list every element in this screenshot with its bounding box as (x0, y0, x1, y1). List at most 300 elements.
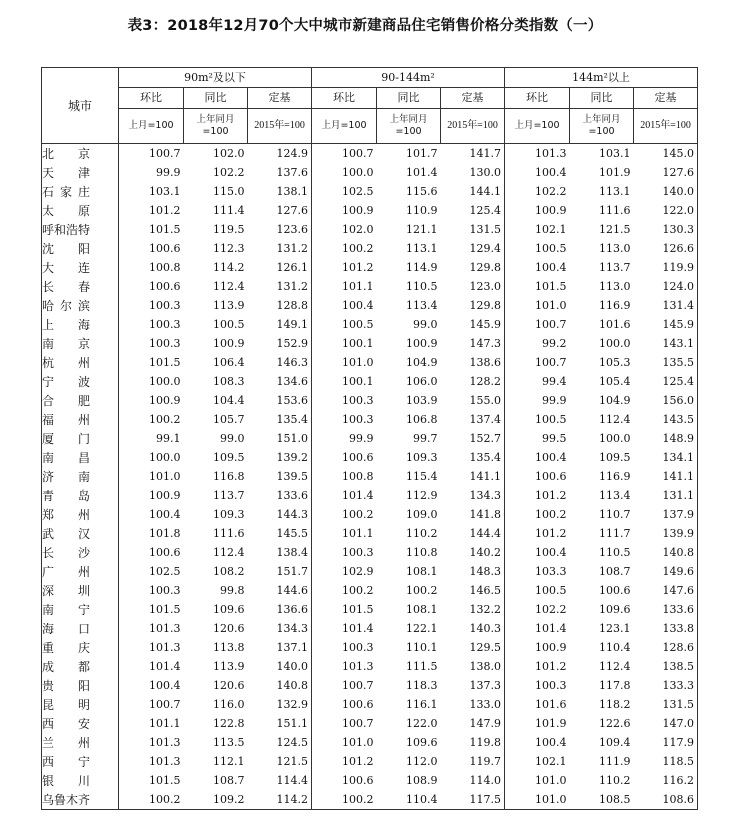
fixed-base-value: 145.5 (276, 527, 309, 540)
table-row (42, 429, 698, 448)
mom-value: 101.0 (505, 296, 570, 315)
fixed-base-value: 129.4 (469, 242, 502, 255)
mom-value: 101.0 (505, 790, 570, 810)
mom-value: 101.2 (119, 201, 184, 220)
fixed-base-value: 121.5 (276, 755, 309, 768)
yoy-value: 120.6 (213, 622, 245, 635)
fixed-base-value: 141.7 (469, 147, 502, 160)
sub-header-mom: 环比 (505, 88, 570, 109)
table-row (42, 391, 698, 410)
yoy-value: 104.4 (213, 394, 245, 407)
yoy-value: 109.6 (599, 603, 631, 616)
mom-value: 101.3 (505, 144, 570, 164)
table-row (42, 372, 698, 391)
fixed-base-value: 126.6 (634, 239, 698, 258)
fixed-base-value: 141.1 (634, 467, 698, 486)
city-name: 呼和浩特 (42, 220, 119, 239)
mom-value: 100.0 (312, 163, 377, 182)
yoy-value: 114.2 (213, 261, 245, 274)
yoy-value: 108.5 (570, 790, 634, 810)
table-row (42, 220, 698, 239)
mom-value: 101.4 (505, 619, 570, 638)
mom-value: 100.6 (312, 448, 377, 467)
yoy-value: 101.4 (406, 166, 438, 179)
fixed-base-value: 138.0 (469, 660, 502, 673)
yoy-value: 100.5 (213, 318, 245, 331)
table-row (42, 676, 698, 695)
city-name: 郑州 (42, 505, 119, 524)
yoy-value: 121.1 (406, 223, 438, 236)
mom-value: 99.4 (505, 372, 570, 391)
mom-value: 100.1 (312, 372, 377, 391)
group-header-small: 90m²及以下 (119, 68, 312, 88)
mom-value: 100.6 (119, 239, 184, 258)
mom-value: 100.6 (312, 771, 377, 790)
mom-value: 100.9 (119, 486, 184, 505)
fixed-base-value: 131.4 (634, 296, 698, 315)
yoy-value: 109.0 (406, 508, 438, 521)
sub-header-fixed-base: 定基 (248, 88, 312, 109)
table-row (42, 543, 698, 562)
mom-value: 100.3 (312, 410, 377, 429)
mom-value: 101.4 (312, 486, 377, 505)
yoy-value: 112.3 (213, 242, 245, 255)
mom-value: 101.4 (312, 619, 377, 638)
fixed-base-value: 140.0 (634, 182, 698, 201)
city-name: 武汉 (42, 524, 119, 543)
mom-value: 100.4 (119, 676, 184, 695)
fixed-base-value: 139.5 (276, 470, 309, 483)
mom-value: 100.9 (119, 391, 184, 410)
mom-value: 100.4 (505, 163, 570, 182)
mom-value: 100.4 (119, 505, 184, 524)
yoy-value: 103.1 (599, 147, 631, 160)
table-row (42, 524, 698, 543)
yoy-value: 112.1 (213, 755, 245, 768)
fixed-base-value: 137.3 (469, 679, 502, 692)
city-name: 昆明 (42, 695, 119, 714)
fixed-base-value: 114.0 (469, 774, 502, 787)
yoy-value: 102.0 (213, 147, 245, 160)
mom-value: 100.3 (119, 581, 184, 600)
yoy-value: 109.3 (406, 451, 438, 464)
fixed-base-value: 125.4 (634, 372, 698, 391)
fixed-base-value: 141.1 (469, 470, 502, 483)
city-name: 合肥 (42, 391, 119, 410)
fixed-base-value: 128.8 (276, 299, 309, 312)
mom-value: 100.8 (119, 258, 184, 277)
yoy-value: 113.4 (599, 489, 631, 502)
yoy-value: 105.7 (213, 413, 245, 426)
mom-value: 101.0 (312, 733, 377, 752)
yoy-value: 110.4 (377, 790, 441, 810)
table-row (42, 790, 698, 810)
yoy-value: 109.3 (213, 508, 245, 521)
yoy-value: 123.1 (599, 622, 631, 635)
mom-value: 101.5 (312, 600, 377, 619)
fixed-base-value: 138.1 (276, 185, 309, 198)
table-row (42, 638, 698, 657)
mom-value: 100.4 (505, 733, 570, 752)
yoy-value: 109.6 (406, 736, 438, 749)
yoy-value: 113.9 (213, 299, 245, 312)
yoy-value: 104.9 (406, 356, 438, 369)
fixed-base-value: 132.9 (276, 698, 309, 711)
city-name: 厦门 (42, 429, 119, 448)
mom-value: 100.0 (119, 372, 184, 391)
city-name: 长沙 (42, 543, 119, 562)
mom-value: 100.2 (312, 239, 377, 258)
fixed-base-value: 131.2 (276, 242, 309, 255)
mom-value: 100.7 (312, 676, 377, 695)
fixed-base-value: 137.9 (634, 505, 698, 524)
yoy-value: 115.6 (406, 185, 438, 198)
fixed-base-value: 140.8 (276, 679, 309, 692)
table-row (42, 581, 698, 600)
fixed-base-value: 138.6 (469, 356, 502, 369)
base-header-2015: 2015年=100 (248, 109, 312, 144)
city-name: 太原 (42, 201, 119, 220)
table-row (42, 182, 698, 201)
fixed-base-value: 137.6 (276, 166, 309, 179)
city-name: 北京 (42, 144, 119, 164)
mom-value: 101.5 (119, 220, 184, 239)
yoy-value: 120.6 (213, 679, 245, 692)
fixed-base-value: 148.9 (634, 429, 698, 448)
yoy-value: 100.2 (406, 584, 438, 597)
fixed-base-value: 117.9 (634, 733, 698, 752)
yoy-value: 108.9 (406, 774, 438, 787)
mom-value: 100.9 (505, 201, 570, 220)
mom-value: 102.1 (505, 752, 570, 771)
mom-value: 99.2 (505, 334, 570, 353)
yoy-value: 109.4 (599, 736, 631, 749)
fixed-base-value: 146.3 (276, 356, 309, 369)
yoy-value: 118.3 (406, 679, 438, 692)
fixed-base-value: 141.8 (469, 508, 502, 521)
table-row (42, 277, 698, 296)
mom-value: 102.2 (505, 182, 570, 201)
yoy-value: 110.2 (406, 527, 438, 540)
mom-value: 102.0 (312, 220, 377, 239)
fixed-base-value: 118.5 (634, 752, 698, 771)
sub-header-mom: 环比 (312, 88, 377, 109)
mom-value: 101.3 (119, 733, 184, 752)
city-name: 哈尔滨 (42, 296, 119, 315)
mom-value: 100.3 (119, 296, 184, 315)
mom-value: 100.3 (312, 391, 377, 410)
fixed-base-value: 123.6 (276, 223, 309, 236)
yoy-value: 113.0 (599, 242, 631, 255)
yoy-value: 116.0 (213, 698, 245, 711)
mom-value: 102.5 (312, 182, 377, 201)
table-row (42, 144, 698, 164)
yoy-value: 110.7 (599, 508, 631, 521)
table-row (42, 410, 698, 429)
fixed-base-value: 124.9 (276, 147, 309, 160)
mom-value: 99.9 (119, 163, 184, 182)
yoy-value: 112.4 (599, 413, 631, 426)
yoy-value: 109.2 (184, 790, 248, 810)
mom-value: 101.0 (312, 353, 377, 372)
fixed-base-value: 151.7 (276, 565, 309, 578)
yoy-value: 100.9 (213, 337, 245, 350)
mom-value: 100.7 (505, 353, 570, 372)
table-row (42, 771, 698, 790)
mom-value: 100.7 (312, 714, 377, 733)
table-row (42, 467, 698, 486)
yoy-value: 110.5 (406, 280, 438, 293)
yoy-value: 108.7 (599, 565, 631, 578)
yoy-value: 113.7 (213, 489, 245, 502)
yoy-value: 109.5 (213, 451, 245, 464)
fixed-base-value: 155.0 (469, 394, 502, 407)
fixed-base-value: 127.6 (634, 163, 698, 182)
yoy-value: 101.7 (406, 147, 438, 160)
table-row (42, 239, 698, 258)
fixed-base-value: 147.3 (469, 337, 502, 350)
mom-value: 99.1 (119, 429, 184, 448)
city-name: 贵阳 (42, 676, 119, 695)
fixed-base-value: 144.1 (469, 185, 502, 198)
table-row (42, 505, 698, 524)
mom-value: 102.9 (312, 562, 377, 581)
city-name: 大连 (42, 258, 119, 277)
sub-header-mom: 环比 (119, 88, 184, 109)
mom-value: 100.9 (505, 638, 570, 657)
yoy-value: 113.9 (213, 660, 245, 673)
mom-value: 100.2 (312, 790, 377, 810)
fixed-base-value: 149.6 (634, 562, 698, 581)
fixed-base-value: 156.0 (634, 391, 698, 410)
base-header-prev-month: 上月=100 (312, 109, 377, 144)
fixed-base-value: 125.4 (469, 204, 502, 217)
mom-value: 100.6 (119, 277, 184, 296)
mom-value: 101.5 (119, 600, 184, 619)
yoy-value: 105.4 (599, 375, 631, 388)
yoy-value: 103.9 (406, 394, 438, 407)
mom-value: 100.5 (312, 315, 377, 334)
table-row (42, 448, 698, 467)
table-row (42, 695, 698, 714)
yoy-value: 99.0 (220, 432, 245, 445)
mom-value: 103.3 (505, 562, 570, 581)
city-name: 兰州 (42, 733, 119, 752)
fixed-base-value: 124.5 (276, 736, 309, 749)
fixed-base-value: 133.6 (634, 600, 698, 619)
city-name: 广州 (42, 562, 119, 581)
yoy-value: 110.2 (599, 774, 631, 787)
city-name: 宁波 (42, 372, 119, 391)
mom-value: 101.5 (119, 353, 184, 372)
yoy-value: 113.7 (599, 261, 631, 274)
mom-value: 100.6 (312, 695, 377, 714)
yoy-value: 105.3 (599, 356, 631, 369)
yoy-value: 108.1 (406, 565, 438, 578)
mom-value: 101.0 (505, 771, 570, 790)
mom-value: 100.6 (505, 467, 570, 486)
sub-header-yoy: 同比 (377, 88, 441, 109)
yoy-value: 116.9 (599, 299, 631, 312)
fixed-base-value: 131.1 (634, 486, 698, 505)
fixed-base-value: 127.6 (276, 204, 309, 217)
base-header-prev-month: 上月=100 (505, 109, 570, 144)
yoy-value: 115.4 (406, 470, 438, 483)
fixed-base-value: 135.5 (634, 353, 698, 372)
city-name: 南宁 (42, 600, 119, 619)
fixed-base-value: 119.7 (469, 755, 502, 768)
table-row (42, 353, 698, 372)
fixed-base-value: 133.3 (634, 676, 698, 695)
mom-value: 100.7 (119, 695, 184, 714)
table-title: 表3：2018年12月70个大中城市新建商品住宅销售价格分类指数（一） (127, 18, 603, 34)
fixed-base-value: 119.9 (634, 258, 698, 277)
fixed-base-value: 137.1 (276, 641, 309, 654)
fixed-base-value: 145.9 (634, 315, 698, 334)
yoy-value: 116.1 (406, 698, 438, 711)
mom-value: 100.7 (119, 144, 184, 164)
sub-header-yoy: 同比 (570, 88, 634, 109)
city-name: 杭州 (42, 353, 119, 372)
city-name: 济南 (42, 467, 119, 486)
fixed-base-value: 117.5 (441, 790, 505, 810)
yoy-value: 101.9 (599, 166, 631, 179)
mom-value: 100.3 (119, 315, 184, 334)
yoy-value: 122.0 (406, 717, 438, 730)
yoy-value: 110.5 (599, 546, 631, 559)
base-header-prev-month: 上月=100 (119, 109, 184, 144)
yoy-value: 113.1 (599, 185, 631, 198)
yoy-value: 109.5 (599, 451, 631, 464)
yoy-value: 100.6 (599, 584, 631, 597)
mom-value: 101.0 (119, 467, 184, 486)
mom-value: 100.2 (505, 505, 570, 524)
city-name: 银川 (42, 771, 119, 790)
mom-value: 99.9 (505, 391, 570, 410)
yoy-value: 106.4 (213, 356, 245, 369)
table-row (42, 600, 698, 619)
city-name: 上海 (42, 315, 119, 334)
yoy-value: 104.9 (599, 394, 631, 407)
table-body (42, 144, 698, 810)
mom-value: 102.1 (505, 220, 570, 239)
mom-value: 101.3 (119, 619, 184, 638)
fixed-base-value: 140.2 (469, 546, 502, 559)
yoy-value: 113.4 (406, 299, 438, 312)
yoy-value: 99.7 (413, 432, 438, 445)
fixed-base-value: 145.9 (469, 318, 502, 331)
fixed-base-value: 151.0 (276, 432, 309, 445)
mom-value: 101.3 (119, 752, 184, 771)
mom-value: 101.1 (312, 277, 377, 296)
fixed-base-value: 134.6 (276, 375, 309, 388)
base-header-prev-year-month: 上年同月=100 (377, 109, 441, 144)
mom-value: 101.5 (505, 277, 570, 296)
fixed-base-value: 133.8 (634, 619, 698, 638)
fixed-base-value: 140.0 (276, 660, 309, 673)
fixed-base-value: 145.0 (634, 144, 698, 164)
yoy-value: 115.0 (213, 185, 245, 198)
mom-value: 100.2 (312, 581, 377, 600)
mom-value: 101.5 (119, 771, 184, 790)
mom-value: 101.4 (119, 657, 184, 676)
table-row (42, 752, 698, 771)
base-header-2015: 2015年=100 (441, 109, 505, 144)
mom-value: 100.4 (312, 296, 377, 315)
mom-value: 101.2 (312, 258, 377, 277)
mom-value: 102.2 (505, 600, 570, 619)
yoy-value: 110.8 (406, 546, 438, 559)
yoy-value: 100.0 (599, 432, 631, 445)
table-row (42, 486, 698, 505)
yoy-value: 111.5 (406, 660, 438, 673)
city-name: 石家庄 (42, 182, 119, 201)
yoy-value: 119.5 (213, 223, 245, 236)
yoy-value: 102.2 (213, 166, 245, 179)
fixed-base-value: 146.5 (469, 584, 502, 597)
fixed-base-value: 128.6 (634, 638, 698, 657)
fixed-base-value: 149.1 (276, 318, 309, 331)
mom-value: 100.6 (119, 543, 184, 562)
mom-value: 100.3 (119, 334, 184, 353)
fixed-base-value: 129.5 (469, 641, 502, 654)
mom-value: 100.7 (312, 144, 377, 164)
fixed-base-value: 133.0 (469, 698, 502, 711)
yoy-value: 122.1 (406, 622, 438, 635)
fixed-base-value: 130.3 (634, 220, 698, 239)
fixed-base-value: 137.4 (469, 413, 502, 426)
mom-value: 99.5 (505, 429, 570, 448)
yoy-value: 112.4 (213, 280, 245, 293)
yoy-value: 108.1 (406, 603, 438, 616)
yoy-value: 111.9 (599, 755, 631, 768)
table-row (42, 733, 698, 752)
table-row (42, 334, 698, 353)
mom-value: 101.2 (312, 752, 377, 771)
fixed-base-value: 124.0 (634, 277, 698, 296)
mom-value: 100.4 (505, 448, 570, 467)
table-row (42, 163, 698, 182)
fixed-base-value: 132.2 (469, 603, 502, 616)
fixed-base-value: 108.6 (634, 790, 698, 810)
base-header-2015: 2015年=100 (634, 109, 698, 144)
fixed-base-value: 139.2 (276, 451, 309, 464)
base-header-prev-year-month: 上年同月=100 (570, 109, 634, 144)
yoy-value: 112.0 (406, 755, 438, 768)
city-name: 福州 (42, 410, 119, 429)
yoy-value: 111.4 (213, 204, 245, 217)
fixed-base-value: 135.4 (469, 451, 502, 464)
fixed-base-value: 138.4 (276, 546, 309, 559)
fixed-base-value: 144.3 (276, 508, 309, 521)
fixed-base-value: 131.2 (276, 280, 309, 293)
table-row (42, 201, 698, 220)
fixed-base-value: 143.1 (634, 334, 698, 353)
mom-value: 101.2 (505, 486, 570, 505)
mom-value: 102.5 (119, 562, 184, 581)
city-name: 深圳 (42, 581, 119, 600)
mom-value: 100.9 (312, 201, 377, 220)
table-row (42, 315, 698, 334)
yoy-value: 117.8 (599, 679, 631, 692)
city-name: 海口 (42, 619, 119, 638)
mom-value: 103.1 (119, 182, 184, 201)
mom-value: 100.2 (312, 505, 377, 524)
fixed-base-value: 138.5 (634, 657, 698, 676)
table-header (42, 68, 698, 144)
fixed-base-value: 147.0 (634, 714, 698, 733)
yoy-value: 109.6 (213, 603, 245, 616)
